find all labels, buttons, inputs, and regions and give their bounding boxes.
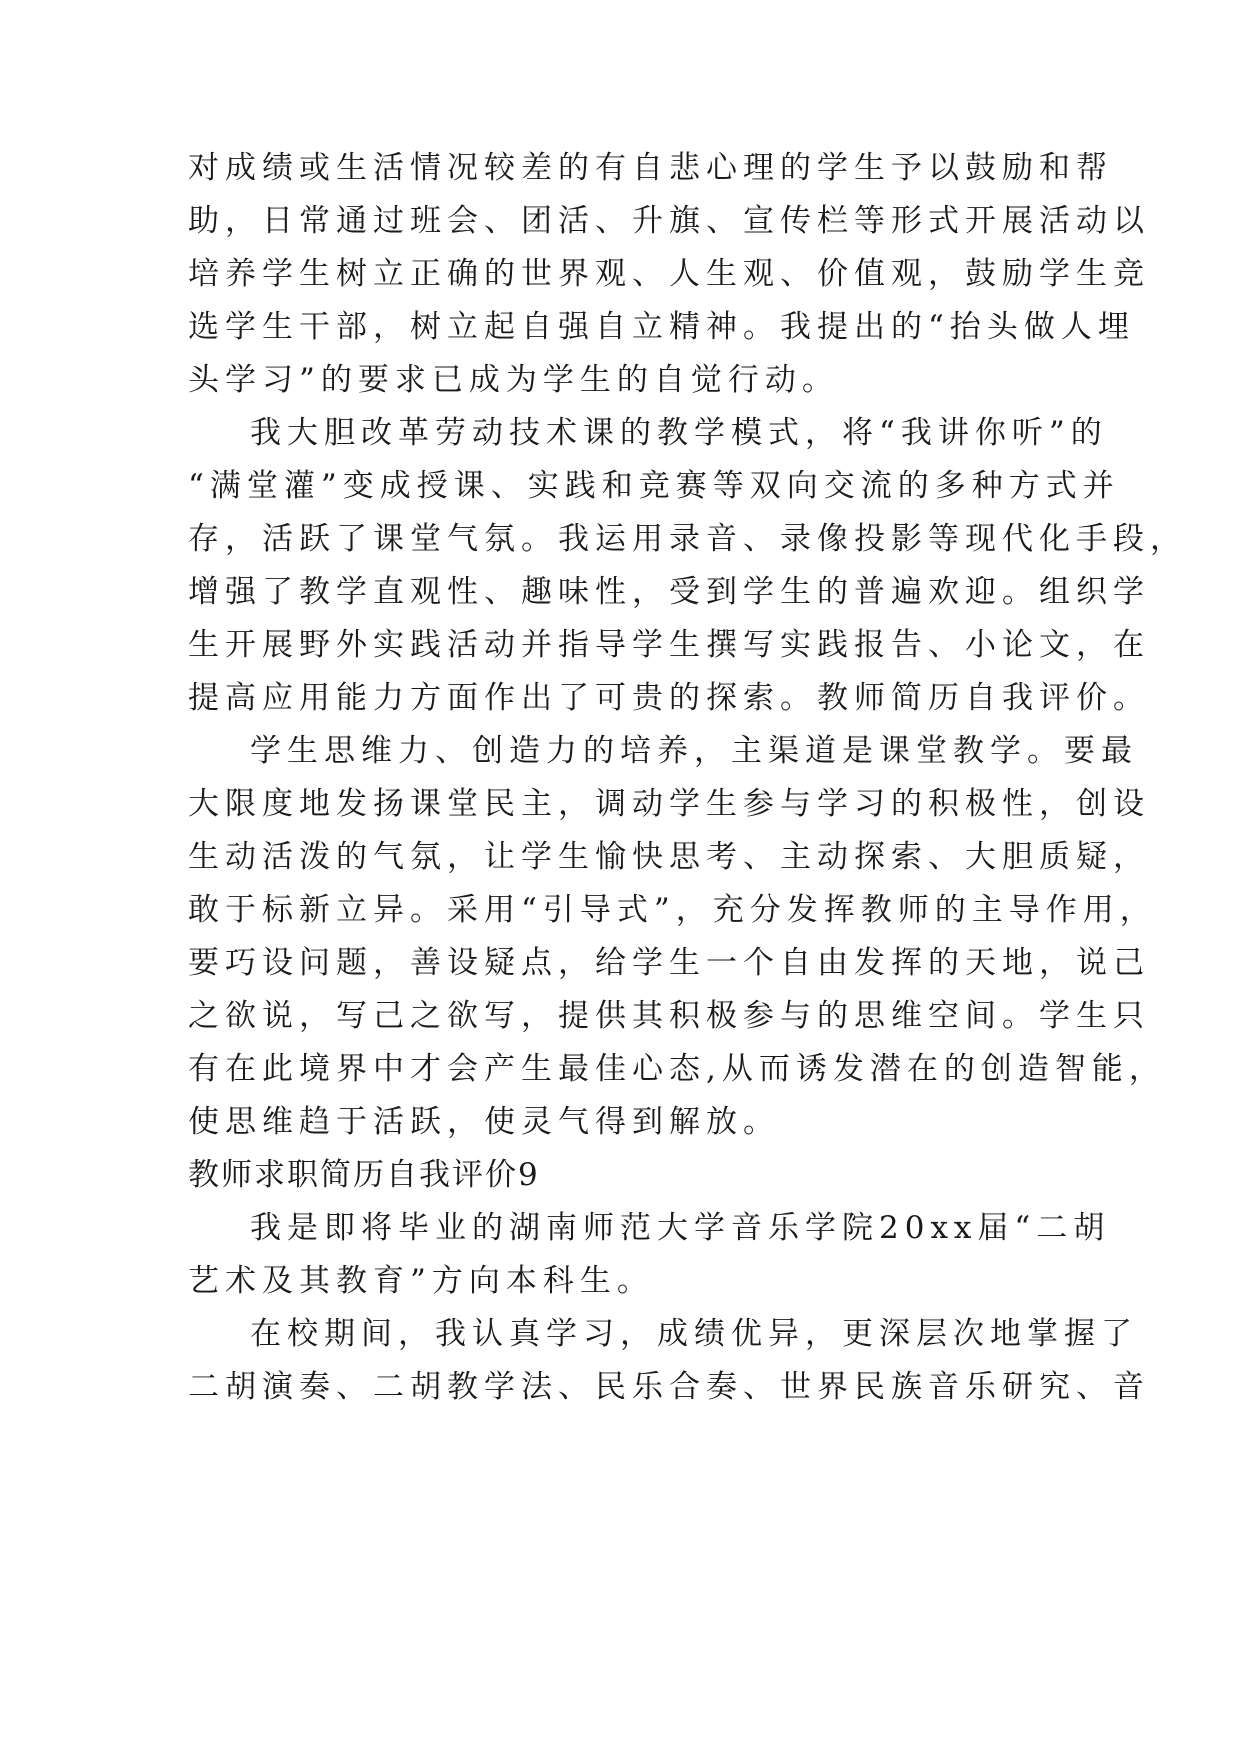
text-line: 要巧设问题，善设疑点，给学生一个自由发挥的天地，说己 [188,945,1150,981]
section-heading: 教师求职简历自我评价9 [188,1157,540,1193]
text-line: 生开展野外实践活动并指导学生撰写实践报告、小论文，在 [188,627,1150,663]
text-line: 培养学生树立正确的世界观、人生观、价值观，鼓励学生竞 [188,256,1150,292]
text-line: 二胡演奏、二胡教学法、民乐合奏、世界民族音乐研究、音 [188,1369,1150,1405]
paragraph-first-line: 在校期间，我认真学习，成绩优异，更深层次地掌握了 [250,1316,1138,1352]
paragraph-first-line: 我是即将毕业的湖南师范大学音乐学院20xx届“二胡 [250,1210,1111,1246]
text-line: 艺术及其教育”方向本科生。 [188,1263,654,1299]
text-line: “满堂灌”变成授课、实践和竞赛等双向交流的多种方式并 [188,468,1120,504]
text-line: 使思维趋于活跃，使灵气得到解放。 [188,1104,780,1140]
text-line: 头学习”的要求已成为学生的自觉行动。 [188,362,839,398]
paragraph-first-line: 我大胆改革劳动技术课的教学模式，将“我讲你听”的 [250,415,1108,451]
text-line: 助，日常通过班会、团活、升旗、宣传栏等形式开展活动以 [188,203,1150,239]
text-line: 有在此境界中才会产生最佳心态,从而诱发潜在的创造智能， [188,1051,1166,1087]
text-line: 对成绩或生活情况较差的有自悲心理的学生予以鼓励和帮 [188,150,1113,186]
text-line: 存，活跃了课堂气氛。我运用录音、录像投影等现代化手段， [188,521,1187,557]
paragraph-first-line: 学生思维力、创造力的培养，主渠道是课堂教学。要最 [250,733,1138,769]
text-line: 大限度地发扬课堂民主，调动学生参与学习的积极性，创设 [188,786,1150,822]
text-line: 生动活泼的气氛，让学生愉快思考、主动探索、大胆质疑， [188,839,1150,875]
text-line: 之欲说，写己之欲写，提供其积极参与的思维空间。学生只 [188,998,1150,1034]
text-line: 选学生干部，树立起自强自立精神。我提出的“抬头做人埋 [188,309,1135,345]
text-line: 提高应用能力方面作出了可贵的探索。教师简历自我评价。 [188,680,1150,716]
text-line: 敢于标新立异。采用“引导式”，充分发挥教师的主导作用， [188,892,1157,928]
text-line: 增强了教学直观性、趣味性，受到学生的普遍欢迎。组织学 [188,574,1150,610]
